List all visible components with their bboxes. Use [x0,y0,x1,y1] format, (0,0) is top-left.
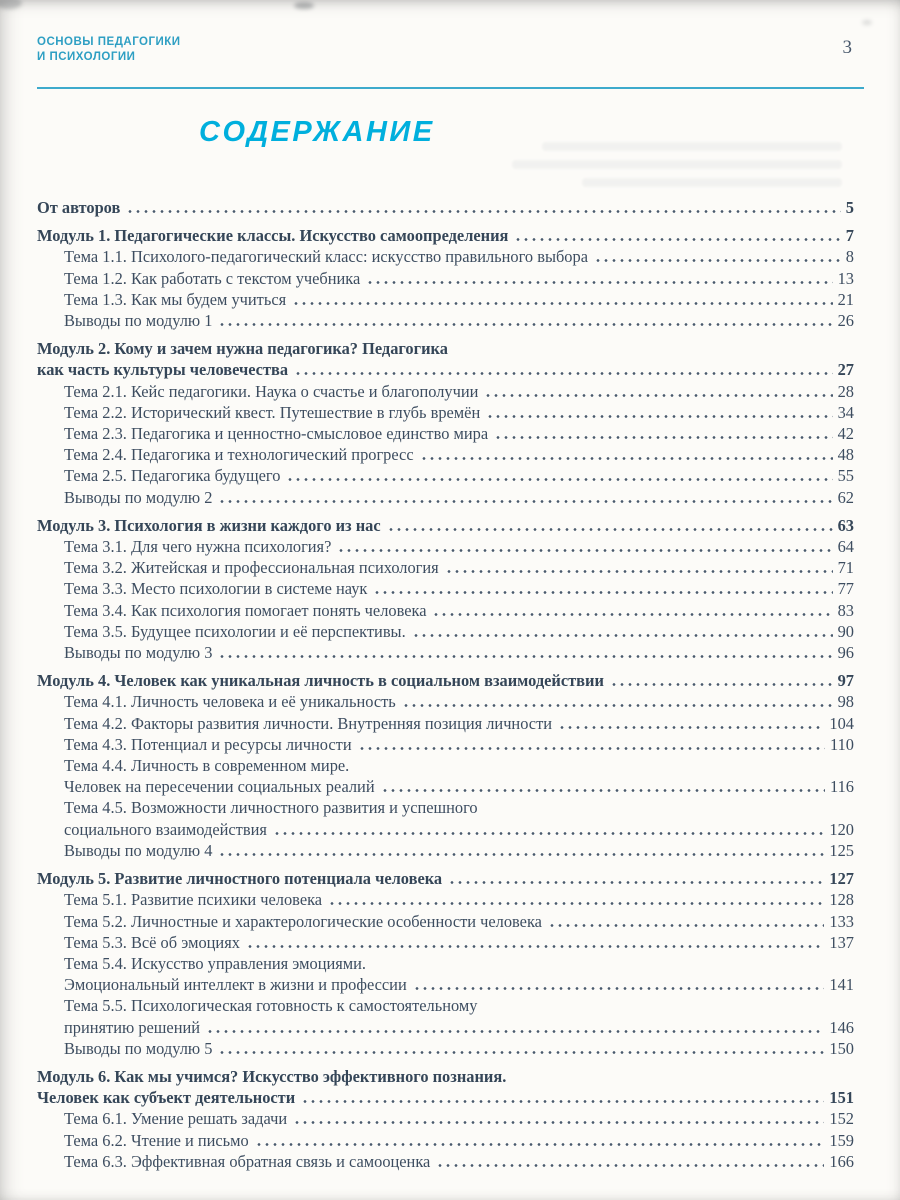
dot-leader [218,853,824,856]
toc-entry [37,600,854,621]
toc-entry-text: Тема 6.3. Эффективная обратная связь и самооценка [64,1151,431,1171]
toc-entry-line [64,734,854,755]
dot-leader [218,1051,824,1054]
toc-entry-page-number: 96 [837,643,854,663]
toc-entry-page-number: 71 [837,558,854,578]
toc-entry [37,197,854,218]
dot-leader [366,281,832,284]
toc-entry [37,911,854,932]
dot-leader [514,238,840,241]
dot-leader [381,789,825,792]
toc-entry-line [37,515,854,536]
toc-entry-text: Тема 3.4. Как психология помогает понять человека [64,600,427,620]
toc-entry-text: Тема 5.4. Искусство управления эмоциями. [64,953,367,973]
toc-entry [37,338,854,380]
toc-entry-line [64,1130,854,1151]
toc-entry-text: Тема 4.3. Потенциал и ресурсы личности [64,734,352,754]
toc-entry-line [64,642,854,663]
toc-entry-page-number: 159 [829,1130,854,1150]
dot-leader [420,457,833,460]
toc-entry-page-number: 5 [845,198,854,217]
toc-entry-page-number: 8 [845,247,854,267]
toc-entry [37,1151,854,1172]
toc-entry-page-number: 137 [829,932,854,952]
dot-leader [294,372,833,375]
toc-entry-text: Тема 3.1. Для чего нужна психология? [64,537,332,557]
toc-entry-text: Модуль 4. Человек как уникальная личность в социальном взаимодействии [37,671,604,691]
toc-entry-line [37,1066,854,1087]
dot-leader [494,436,832,439]
toc-entry-page-number: 13 [837,268,854,288]
dot-leader [484,394,832,397]
toc-entry-text: Модуль 1. Педагогические классы. Искусство самоопределения [37,226,509,246]
toc-entry [37,225,854,246]
toc-entry-line [64,444,854,465]
running-header [37,35,852,64]
toc-entry-text: Тема 4.2. Факторы развития личности. Внутренняя позиция личности [64,713,553,733]
dot-leader [486,415,832,418]
dot-leader [610,683,833,686]
toc-entry [37,381,854,402]
toc-entry-text: Тема 2.3. Педагогика и ценностно-смысловое единство мира [64,424,489,444]
toc-entry-text: Тема 3.3. Место психологии в системе наук [64,579,368,599]
toc-entry-line [64,974,854,995]
toc-entry [37,868,854,889]
contents-title: СОДЕРЖАНИЕ [199,116,435,148]
toc-entry-text: Тема 4.5. Возможности личностного развития и успешного [64,798,478,818]
toc-entry-text: Тема 5.3. Всё об эмоциях [64,932,240,952]
toc-entry [37,1038,854,1059]
toc-entry-page-number: 166 [829,1151,854,1171]
toc-entry-line [64,840,854,861]
toc-entry-line [37,338,854,359]
toc-entry-line [37,670,854,691]
toc-entry-line [64,691,854,712]
toc-entry-page-number: 21 [837,289,854,309]
toc-entry-text: Тема 4.1. Личность человека и её уникальность [64,692,396,712]
dot-leader [548,924,824,927]
table-of-contents [37,197,854,1172]
toc-entry-page-number: 116 [830,777,854,797]
toc-entry-text: Тема 6.1. Умение решать задачи [64,1109,288,1129]
dot-leader [126,210,840,213]
running-head-title [37,35,181,64]
dot-leader [328,902,824,905]
toc-entry [37,465,854,486]
toc-entry-page-number: 26 [837,311,854,331]
toc-entry-text: Тема 2.2. Исторический квест. Путешествие в глубь времён [64,402,481,422]
toc-entry-page-number: 98 [837,692,854,712]
toc-entry-text: Тема 1.1. Психолого-педагогический класс: искусство правильного выбора [64,247,588,267]
toc-entry [37,536,854,557]
toc-entry-line [64,755,854,776]
dot-leader [273,832,825,835]
toc-entry-page-number: 63 [837,515,854,535]
toc-entry-page-number: 27 [837,360,854,380]
dot-leader [413,987,825,990]
toc-entry-line [64,423,854,444]
toc-entry-line [64,310,854,331]
toc-entry [37,444,854,465]
dot-leader [255,1143,825,1146]
toc-entry-page-number: 146 [829,1017,854,1037]
toc-entry-text: Тема 5.5. Психологическая готовность к самостоятельному [64,996,478,1016]
page-number: 3 [842,37,852,58]
toc-entry-line [64,1017,854,1038]
dot-leader [337,549,832,552]
toc-entry-page-number: 125 [829,840,854,860]
toc-entry [37,670,854,691]
dot-leader [387,528,833,531]
toc-entry [37,932,854,953]
toc-entry [37,797,854,839]
toc-entry [37,289,854,310]
toc-entry-line [64,621,854,642]
toc-entry [37,713,854,734]
toc-entry-page-number: 133 [829,911,854,931]
toc-entry [37,515,854,536]
toc-entry-text: Тема 1.2. Как работать с текстом учебника [64,268,361,288]
toc-entry-line [64,995,854,1016]
toc-entry-text: как часть культуры человечества [37,360,289,380]
toc-entry-page-number: 128 [829,890,854,910]
toc-entry-page-number: 151 [829,1088,854,1108]
toc-entry-line [64,819,854,840]
toc-entry-line [64,911,854,932]
dot-leader [373,591,832,594]
dot-leader [445,570,833,573]
toc-entry [37,1130,854,1151]
scan-artifact [862,20,872,25]
toc-entry-page-number: 77 [837,579,854,599]
dot-leader [292,302,832,305]
dot-leader [432,613,832,616]
header-rule [37,87,864,89]
toc-entry-text: социального взаимодействия [64,819,267,839]
toc-entry-text: Модуль 5. Развитие личностного потенциала человека [37,869,443,889]
toc-entry-line [64,1108,854,1129]
toc-entry [37,423,854,444]
toc-entry-text: Тема 4.4. Личность в современном мире. [64,756,350,776]
running-head-line1: ОСНОВЫ ПЕДАГОГИКИ [37,36,181,48]
toc-entry-text: Модуль 3. Психология в жизни каждого из нас [37,515,381,535]
toc-entry-text: принятию решений [64,1017,201,1037]
toc-entry-text: Человек на пересечении социальных реалий [64,777,375,797]
toc-entry [37,642,854,663]
toc-entry-text: Эмоциональный интеллект в жизни и профессии [64,975,407,995]
toc-entry [37,1066,854,1108]
toc-entry [37,246,854,267]
toc-entry-line [64,246,854,267]
toc-entry-line [37,868,854,889]
bleed-through-text [512,160,842,169]
toc-entry-page-number: 48 [837,445,854,465]
dot-leader [218,655,832,658]
toc-entry-page-number: 141 [829,975,854,995]
toc-entry [37,755,854,797]
toc-entry-text: Тема 3.5. Будущее психологии и её перспективы. [64,621,406,641]
toc-entry-line [64,1038,854,1059]
toc-entry-text: Выводы по модулю 3 [64,643,213,663]
toc-entry-page-number: 64 [837,537,854,557]
toc-entry-line [37,359,854,380]
toc-entry-line [64,932,854,953]
toc-entry-line [64,289,854,310]
toc-entry-text: Выводы по модулю 4 [64,840,213,860]
toc-entry-line [64,953,854,974]
toc-entry-text: Модуль 2. Кому и зачем нужна педагогика? Педагогика [37,339,448,359]
dot-leader [246,945,824,948]
toc-entry-page-number: 55 [837,466,854,486]
running-head-line2: И ПСИХОЛОГИИ [37,50,136,63]
toc-entry-page-number: 42 [837,424,854,444]
toc-entry-page-number: 90 [837,621,854,641]
toc-entry-line [64,578,854,599]
toc-entry-line [64,536,854,557]
toc-entry-text: Тема 5.1. Развитие психики человека [64,890,323,910]
dot-leader [402,704,833,707]
dot-leader [293,1121,824,1124]
toc-entry [37,268,854,289]
toc-entry-line [37,197,854,218]
bleed-through-text [542,142,842,151]
toc-entry [37,734,854,755]
toc-entry-page-number: 7 [845,226,854,246]
toc-entry-text: Тема 6.2. Чтение и письмо [64,1130,249,1150]
toc-entry [37,840,854,861]
toc-entry-page-number: 127 [829,869,854,889]
bleed-through-text [582,178,842,187]
dot-leader [218,500,832,503]
dot-leader [358,747,825,750]
toc-entry-text: Тема 2.5. Педагогика будущего [64,466,281,486]
toc-entry-text: Тема 2.1. Кейс педагогики. Наука о счастье и благополучии [64,381,479,401]
toc-entry-line [64,797,854,818]
toc-entry-text: Тема 1.3. Как мы будем учиться [64,289,287,309]
toc-entry-page-number: 152 [829,1109,854,1129]
toc-entry-line [64,381,854,402]
toc-entry-text: Тема 2.4. Педагогика и технологический прогресс [64,445,414,465]
toc-entry-page-number: 83 [837,600,854,620]
toc-entry [37,487,854,508]
toc-entry-line [64,487,854,508]
toc-entry-line [37,1087,854,1108]
toc-entry [37,578,854,599]
toc-entry [37,1108,854,1129]
toc-entry-text: Человек как субъект деятельности [37,1088,296,1108]
toc-entry-line [64,465,854,486]
toc-entry-page-number: 62 [837,487,854,507]
dot-leader [436,1164,824,1167]
toc-entry [37,310,854,331]
toc-entry-text: Тема 5.2. Личностные и характерологические особенности человека [64,911,542,931]
toc-entry-line [64,268,854,289]
dot-leader [412,634,833,637]
toc-entry-text: От авторов [37,198,121,217]
toc-entry-page-number: 104 [829,713,854,733]
toc-entry-line [64,600,854,621]
scan-artifact [0,0,22,9]
toc-entry [37,402,854,423]
dot-leader [286,478,832,481]
dot-leader [448,881,824,884]
toc-entry-page-number: 110 [830,734,854,754]
toc-entry-line [64,889,854,910]
toc-entry-page-number: 97 [837,671,854,691]
toc-entry-page-number: 120 [829,819,854,839]
toc-entry-text: Выводы по модулю 2 [64,487,213,507]
scan-artifact [294,2,314,9]
toc-entry-page-number: 28 [837,381,854,401]
dot-leader [594,259,841,262]
toc-entry-line [64,557,854,578]
toc-entry [37,953,854,995]
toc-entry-line [64,1151,854,1172]
dot-leader [218,323,832,326]
toc-entry-page-number: 34 [837,402,854,422]
dot-leader [206,1030,824,1033]
dot-leader [558,726,824,729]
toc-entry [37,691,854,712]
toc-entry-text: Тема 3.2. Житейская и профессиональная психология [64,558,439,578]
toc-entry [37,889,854,910]
toc-entry-line [37,225,854,246]
toc-entry-page-number: 150 [829,1038,854,1058]
toc-entry-text: Выводы по модулю 5 [64,1038,213,1058]
toc-entry [37,557,854,578]
toc-entry-text: Выводы по модулю 1 [64,311,213,331]
toc-entry [37,995,854,1037]
toc-entry-line [64,776,854,797]
dot-leader [301,1100,824,1103]
toc-entry-text: Модуль 6. Как мы учимся? Искусство эффективного познания. [37,1066,507,1086]
toc-entry-line [64,713,854,734]
toc-entry [37,621,854,642]
toc-entry-line [64,402,854,423]
